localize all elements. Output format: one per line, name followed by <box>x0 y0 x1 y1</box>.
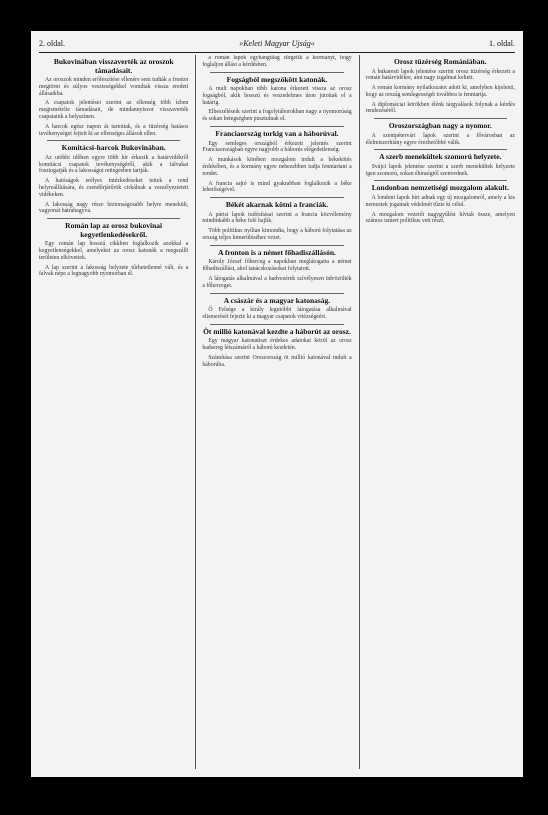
article-paragraph: A látogatás alkalmával a hadvezérek szívélyesen üdvözölték a főherceget. <box>202 275 352 289</box>
article-title: A császár és a magyar katonaság. <box>223 295 331 305</box>
article-paragraph: Egy semleges országból érkezett jelentés szerint Franciaországban egyre nagyobb a háborús elégedetlenség. <box>202 140 352 154</box>
article <box>39 144 188 219</box>
article-paragraph: Az oroszok minden erőfeszítése ellenére sem tudták a frontot megtörni és súlyos veszteségekkel vonultak vissza eredeti állásaikba. <box>39 77 189 97</box>
article <box>202 55 351 73</box>
article-title: Oroszországban nagy a nyomor. <box>388 121 492 131</box>
article-divider <box>210 245 343 246</box>
article <box>202 249 351 294</box>
article-paragraph: a román lapok egyhangúlag sürgetik a kormányt, hogy foglaljon állást a kérdésben. <box>202 55 352 68</box>
article-paragraph: A lakosság nagy része biztonságosabb helyre menekült, vagyonát hátrahagyva. <box>39 201 189 215</box>
article-title: Békét akarnak kötni a franciák. <box>225 200 329 210</box>
columns-container <box>39 55 515 769</box>
article-divider <box>374 118 507 119</box>
article-paragraph: Több politikus nyíltan kimondta, hogy a háború folytatása az ország teljes kimerüléséhez vezet. <box>202 228 352 242</box>
article <box>202 328 351 369</box>
page-number-right: 1. oldal. <box>488 39 515 48</box>
article-divider <box>210 126 343 127</box>
article-paragraph: A londoni lapok hírt adnak egy új mozgalomról, amely a kis nemzetek jogainak védelmét tűzte ki célul. <box>365 194 515 208</box>
article <box>39 58 188 141</box>
article-divider <box>210 324 343 325</box>
article-paragraph: A mult napokban több katona érkezett vissza az orosz fogságból, akik hosszú és veszedelmes úton jutottak el a határig. <box>202 86 352 106</box>
article <box>366 122 515 150</box>
article-paragraph: A francia sajtó is mind gyakrabban foglalkozik a béke lehetőségével. <box>202 180 352 194</box>
article-paragraph: Egy magyar katonatiszt érdekes adatokat közöl az orosz hadsereg létszámáról a háború kezdetén. <box>202 338 352 351</box>
article-title: A fronton is a német főhadiszállásón. <box>218 247 336 257</box>
article-paragraph: A munkások körében mozgalom indult a békekötés érdekében, és a kormány egyre nehezebben tudja fenntartani a rendet. <box>202 157 352 177</box>
article-divider <box>47 140 180 141</box>
article-divider <box>47 218 180 219</box>
article-divider <box>374 149 507 150</box>
article-title: Orosz tüzérség Romániában. <box>394 57 487 66</box>
article-title: Román lap az orosz bukovinai kegyetlenkedésekről. <box>65 221 163 239</box>
article-title: Londonban nemzetiségi mozgalom alakult. <box>371 183 509 193</box>
newspaper-page <box>31 31 523 777</box>
page-header <box>39 39 515 53</box>
article-title: Franciaország torkig van a háborúval. <box>215 129 339 139</box>
article <box>366 153 515 181</box>
article-title: Öt millió katonával kezdte a háborút az orosz. <box>203 326 351 336</box>
article-divider <box>210 72 343 73</box>
article-paragraph: A harcok egész napon át tartottak, és a tüzérség hatásos tevékenységet fejtett ki az ellenséges állások ellen. <box>39 123 189 137</box>
article-paragraph: Számítása szerint Oroszország öt millió katonával indult a háborúba. <box>202 354 352 368</box>
article-paragraph: A diplomáciai körökben élénk tárgyalások folynak a kérdés rendezéséről. <box>365 101 515 115</box>
article-divider <box>210 197 343 198</box>
article-paragraph: Egy román lap hosszú cikkben foglalkozik azokkal a kegyetlenségekkel, amelyeket az orosz katonák a megszállt területen elkövettek. <box>39 241 189 261</box>
article-paragraph: A bukaresti lapok jelentése szerint orosz tüzérség érkezett a román határvidékre, ami nagy izgalmat keltett. <box>365 68 515 82</box>
article <box>366 184 515 225</box>
column-3 <box>359 55 515 769</box>
article-paragraph: A mozgalom vezetői nagygyűlést hívtak össze, amelyen számos ismert politikus vett részt. <box>365 211 515 225</box>
article-paragraph: A csapatok jelentései szerint az ellenség több ízben megismételte támadásait, de mindannyiszor visszaverték csapataink a helyszínen. <box>39 100 189 120</box>
article-paragraph: Ő Felsége a király legutóbbi látogatása alkalmával elismerését fejezte ki a magyar csapatok vitézségéért. <box>202 307 352 320</box>
article-paragraph: Svájci lapok jelentése szerint a szerb menekültek helyzete igen szomorú, sokan éhínségtől szenvednek. <box>365 163 515 177</box>
article-paragraph: Az utóbbi időben egyre több hír érkezik a határvidékről komitácsi csapatok tevékenységéről, akik a falvakat fosztogatják és a lakosságot rettegésben tartják. <box>39 154 189 175</box>
article-divider <box>374 180 507 181</box>
article <box>202 76 351 127</box>
article-title: Komitácsi-harcok Bukovinában. <box>61 143 166 153</box>
column-1 <box>39 55 188 769</box>
article-paragraph: A lap szerint a lakosság helyzete tűrhetetlenné vált, és a falvak népe a legnagyobb nyomorban él. <box>39 264 189 278</box>
newspaper-masthead: »Keleti Magyar Ujság« <box>239 39 315 48</box>
article-paragraph: A szentpétervári lapok szerint a fővárosban az élelmiszerhiány egyre érezhetőbbé válik. <box>365 132 515 146</box>
article-title: A szerb menekültek szomorú helyzete. <box>379 152 502 162</box>
column-2 <box>195 55 351 769</box>
article-paragraph: A román kormány nyilatkozatot adott ki, amelyben kijelenti, hogy az ország semlegességét továbbra is fenntartja. <box>365 85 515 98</box>
article <box>366 58 515 119</box>
article <box>202 201 351 246</box>
article <box>202 297 351 325</box>
article-paragraph: A hatóságok erélyes intézkedéseket tettek a rend helyreállítására, és csendőrjárőrök cirkálnak a veszélyeztetett vidékeken. <box>39 178 189 198</box>
article-paragraph: Elbeszéléseik szerint a fogolytáborokban nagy a nyomorúság és sokan betegségben pusztulnak el. <box>202 109 352 123</box>
page-number-left: 2. oldal. <box>39 39 65 48</box>
article <box>39 222 188 278</box>
article-title: Fogságból megszökött katonák. <box>226 74 328 84</box>
article-title: Bukovinában visszaverték az oroszok támadásait. <box>53 57 174 75</box>
article <box>202 130 351 198</box>
article-divider <box>210 293 343 294</box>
article-paragraph: Károly József főherceg a napokban meglátogatta a német főhadiszállást, ahol tanácskozásokat folytatott. <box>202 259 352 273</box>
article-paragraph: A párisi lapok tudósításai szerint a francia közvélemény mindinkább a béke felé hajlik. <box>202 211 352 225</box>
